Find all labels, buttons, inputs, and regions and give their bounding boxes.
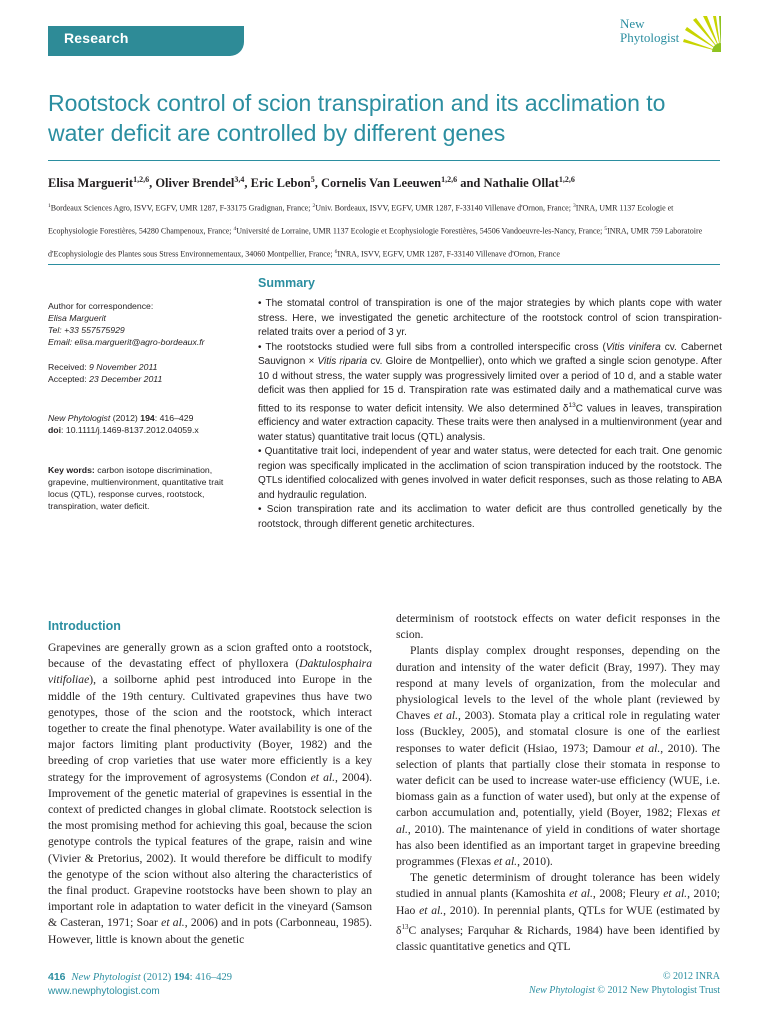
logo-text-line2: Phytologist — [620, 30, 680, 45]
doi-label: doi — [48, 425, 62, 435]
author-name: Cornelis Van Leeuwen — [320, 176, 442, 191]
summary-text: • The rootstocks studied were full sibs from a controlled interspecific cross ( — [258, 341, 606, 353]
author-conjunction: and — [457, 176, 484, 191]
body-paragraph — [48, 640, 372, 948]
isotope-superscript: 13 — [568, 401, 576, 409]
citation-pages: : 416–429 — [154, 413, 194, 423]
introduction-heading: Introduction — [48, 619, 121, 633]
summary-bullet — [258, 341, 722, 446]
title-line-1: Rootstock control of scion transpiration and its acclimation to — [48, 90, 666, 116]
body-column-left — [48, 640, 372, 948]
keywords-block — [48, 464, 240, 512]
author-affiliation: 1,2,6 — [133, 175, 150, 184]
affiliation-number: 3 — [572, 203, 576, 209]
citation-volume: 194 — [140, 413, 155, 423]
body-text: , 2006) and in pots (Carbonneau, 1985). However, little is known about the genetic — [48, 916, 373, 946]
summary-text: C values in leaves, transpiration efficiency and water extraction capacity. These traits were then analysed in a multienvironment (year and water status) quantitative trait locus (QTL) analysis. — [258, 402, 722, 443]
affiliation-text: INRA, UMR 759 Laboratoire d'Ecophysiologie des Plantes sous Stress Environnementaux, 34060 Montpellier, France; — [48, 226, 703, 259]
body-column-right — [396, 611, 720, 955]
author-name: Elisa Marguerit — [48, 176, 134, 191]
correspondence-block — [48, 300, 240, 348]
page-number: 416 — [48, 971, 66, 983]
title-line-2: water deficit are controlled by different genes — [48, 120, 506, 146]
summary-text: cv. Cabernet Sauvignon × — [258, 341, 722, 367]
footer-url-link[interactable]: www.newphytologist.com — [48, 986, 160, 997]
tel-text: Tel: +33 557575929 — [48, 325, 125, 335]
citation-year: (2012) — [110, 413, 141, 423]
body-text: C analyses; Farquhar & Richards, 1984) have been identified by classic quantitative genetics and QTL — [396, 923, 720, 953]
affiliations-divider — [48, 264, 720, 265]
affiliation-number: 2 — [312, 203, 316, 209]
body-text: , 2010). In perennial plants, QTLs for WUE (estimated by δ — [396, 903, 720, 937]
author-affiliation: 3,4 — [234, 175, 245, 184]
summary-text: cv. Gloire de Montpellier), onto which we grafted a single scion genotype. After 10 d without stress, the water supply was progressively limited over a period of 10 d, and a stable water deficit was then applied for 15 d. Transpiration rate was estimated daily and a mathematical curve was fitted to its response to water deficit intensity. We also determined δ — [258, 356, 722, 414]
footer-journal-2: New Phytologist — [529, 985, 595, 996]
body-paragraph — [396, 643, 720, 870]
footer-copyright-trust — [529, 984, 720, 998]
author-affiliation: 5 — [310, 175, 315, 184]
species-name: Vitis riparia — [317, 356, 368, 367]
et-al: et al. — [493, 855, 518, 869]
received-date — [48, 361, 240, 373]
keywords-text: carbon isotope discrimination, grapevine, multienvironment, quantitative trait locus (QTL), response curves, rootstock, transpiration, water deficit. — [48, 465, 224, 511]
et-al: et al. — [310, 770, 336, 784]
et-al: et al. — [663, 887, 688, 901]
author-separator: , — [244, 176, 251, 191]
article-title — [48, 88, 738, 148]
footer-trust-text: © 2012 New Phytologist Trust — [594, 985, 720, 996]
doi-value[interactable]: : 10.1111/j.1469-8137.2012.04059.x — [61, 425, 199, 435]
citation-block — [48, 412, 240, 436]
keywords-label: Key words: — [48, 465, 95, 475]
body-text: , 2003). Stomata play a critical role in regulating water loss (Buckley, 2005), and stomatal closure is one of the earliest responses to water deficit (Hsiao, 1973; Damour — [396, 709, 720, 755]
body-text: Plants display complex drought responses, depending on the duration and intensity of the water deficit (Bray, 1997). They may respond at many levels of organization, from the molecular and physiological levels to the level of the whole plant (reviewed by Chaves — [396, 644, 720, 723]
affiliation-number: 6 — [334, 249, 338, 256]
footer-right — [529, 970, 720, 998]
et-al: et al. — [419, 903, 444, 917]
affiliation-text: Univ. Bordeaux, ISVV, EGFV, UMR 1287, F-33140 Villenave d'Ornon, France; — [315, 203, 573, 213]
title-divider — [48, 160, 720, 161]
affiliations — [48, 196, 720, 265]
correspondence-label: Author for correspondence: — [48, 301, 154, 311]
body-text: , 2010; Hao — [396, 887, 720, 917]
received-label: Received: — [48, 362, 90, 372]
correspondence-tel — [48, 324, 240, 336]
affiliation-text: Bordeaux Sciences Agro, ISVV, EGFV, UMR 1287, F-33175 Gradignan, France; — [50, 203, 313, 213]
accepted-value: 23 December 2011 — [89, 374, 163, 384]
citation — [48, 412, 240, 424]
body-text: , 2008; Fleury — [592, 887, 664, 901]
footer-pages: : 416–429 — [189, 972, 232, 983]
section-tab — [48, 26, 244, 56]
isotope-superscript: 13 — [401, 922, 409, 931]
summary-bullet: • The stomatal control of transpiration is one of the major strategies by which plants cope with water stress. Here, we investigated the genetic architecture of the rootstock control of scion transpiration-related traits over a period of 3 yr. — [258, 298, 722, 338]
author-affiliation: 1,2,6 — [441, 175, 458, 184]
affiliation-text: INRA, ISVV, EGFV, UMR 1287, F-33140 Villenave d'Ornon, France — [337, 249, 560, 259]
correspondence-name-text: Elisa Marguerit — [48, 313, 106, 323]
citation-journal: New Phytologist — [48, 413, 111, 423]
received-value: 9 November 2011 — [89, 362, 158, 372]
body-text: Grapevines are generally grown as a scion grafted onto a rootstock, because of the devastating effect of phylloxera ( — [48, 641, 372, 671]
accepted-date — [48, 373, 240, 385]
footer-volume: 194 — [173, 972, 190, 983]
author-list — [48, 175, 575, 191]
affiliation-number: 4 — [233, 226, 237, 233]
body-text: , 2010). — [517, 855, 553, 869]
summary-body — [258, 297, 722, 532]
affiliation-text: INRA, UMR 1137 Ecologie et Ecophysiologie Forestières, 54280 Champenoux, France; — [48, 203, 674, 236]
summary-bullet: • Quantitative trait loci, independent of year and water status, were detected for each trait. One genomic region was specifically implicated in the acclimation of scion transpiration induced by the rootstock. The QTLs identified colocalized with genes involved in water deficit responses, such as those relating to ABA and hydraulic regulation. — [258, 446, 722, 501]
author-name: Nathalie Ollat — [483, 176, 559, 191]
et-al: et al. — [396, 806, 720, 836]
affiliation-number: 5 — [604, 226, 608, 233]
author-affiliation: 1,2,6 — [558, 175, 575, 184]
author-separator: , — [314, 176, 321, 191]
footer-copyright-inra: © 2012 INRA — [662, 971, 720, 982]
body-text: , 2010). The selection of plants that partially close their stomata in response to water deficit can be used to increase water-use efficiency (WUE, i.e. biomass gain as a function of water used), but only at the expense of carbon accumulation and, potentially, yield (Boyer, 1982; Flexas — [396, 741, 721, 820]
et-al: et al. — [569, 887, 593, 901]
logo-text-line1: New — [620, 16, 645, 31]
affiliation-number: 1 — [48, 203, 51, 209]
species-name: Daktulosphaira vitifoliae — [48, 657, 372, 687]
section-label: Research — [64, 30, 129, 46]
footer-citation — [48, 970, 232, 985]
body-text: The genetic determinism of drought tolerance has been widely studied in annual plants (Kamoshita — [396, 871, 720, 901]
author-separator: , — [149, 176, 156, 191]
correspondence-email — [48, 336, 240, 348]
affiliation-text: Université de Lorraine, UMR 1137 Ecologie et Ecophysiologie Forestières, 54506 Vandoeuvre-les-Nancy, France; — [236, 226, 605, 236]
sunburst-logo-icon — [683, 16, 721, 52]
correspondence-name — [48, 312, 240, 324]
et-al: et al. — [433, 709, 458, 723]
body-paragraph — [396, 870, 720, 955]
email-text: Email: elisa.marguerit@agro-bordeaux.fr — [48, 337, 205, 347]
doi — [48, 424, 240, 436]
footer-journal: New Phytologist — [71, 972, 141, 983]
author-name: Oliver Brendel — [155, 176, 235, 191]
et-al: et al. — [635, 741, 661, 755]
accepted-label: Accepted: — [48, 374, 90, 384]
footer-left — [48, 970, 232, 999]
body-text: ), a soilborne aphid pest introduced into Europe in the middle of the 19th century. Cultivated grapevines thus have two genotypes, those of the scion and the rootstock, which interact together to create the final phenotype. Water availability is one of the major factors limiting plant productivity (Boyer, 1982) and the breeding of crop varieties that use water more efficiently is a key strategy for the improvement of agrosystems (Condon — [48, 673, 372, 784]
body-text: , 2004). Improvement of the genetic material of grapevines is essential in the context of predicted changes in global climate. Rootstock selection is the most promising method for achieving this goal, because the scion genotype controls the typical features of the grape, raisin and wine (Vivier & Pretorius, 2002). It would therefore be difficult to modify the genotype of the scion without also altering the characteristics of the final product. Grapevine rootstocks have been shown to play an important role in adaptation to water deficit in the vineyard (Samson & Casteran, 1971; Soar — [48, 770, 372, 930]
body-text: , 2010). The maintenance of yield in conditions of water shortage has also been identified as an important target in grapevine breeding programmes (Flexas — [396, 822, 720, 869]
summary-bullet: • Scion transpiration rate and its acclimation to water deficit are thus controlled genetically by the rootstock, through different genetic architectures. — [258, 504, 722, 530]
dates-block — [48, 361, 240, 385]
footer-year: (2012) — [140, 972, 174, 983]
summary-heading: Summary — [258, 276, 315, 290]
et-al: et al. — [161, 916, 185, 930]
journal-logo — [620, 16, 720, 56]
species-name: Vitis vinifera — [605, 341, 661, 353]
author-name: Eric Lebon — [250, 176, 311, 191]
body-paragraph: determinism of rootstock effects on water deficit responses in the scion. — [396, 612, 720, 642]
